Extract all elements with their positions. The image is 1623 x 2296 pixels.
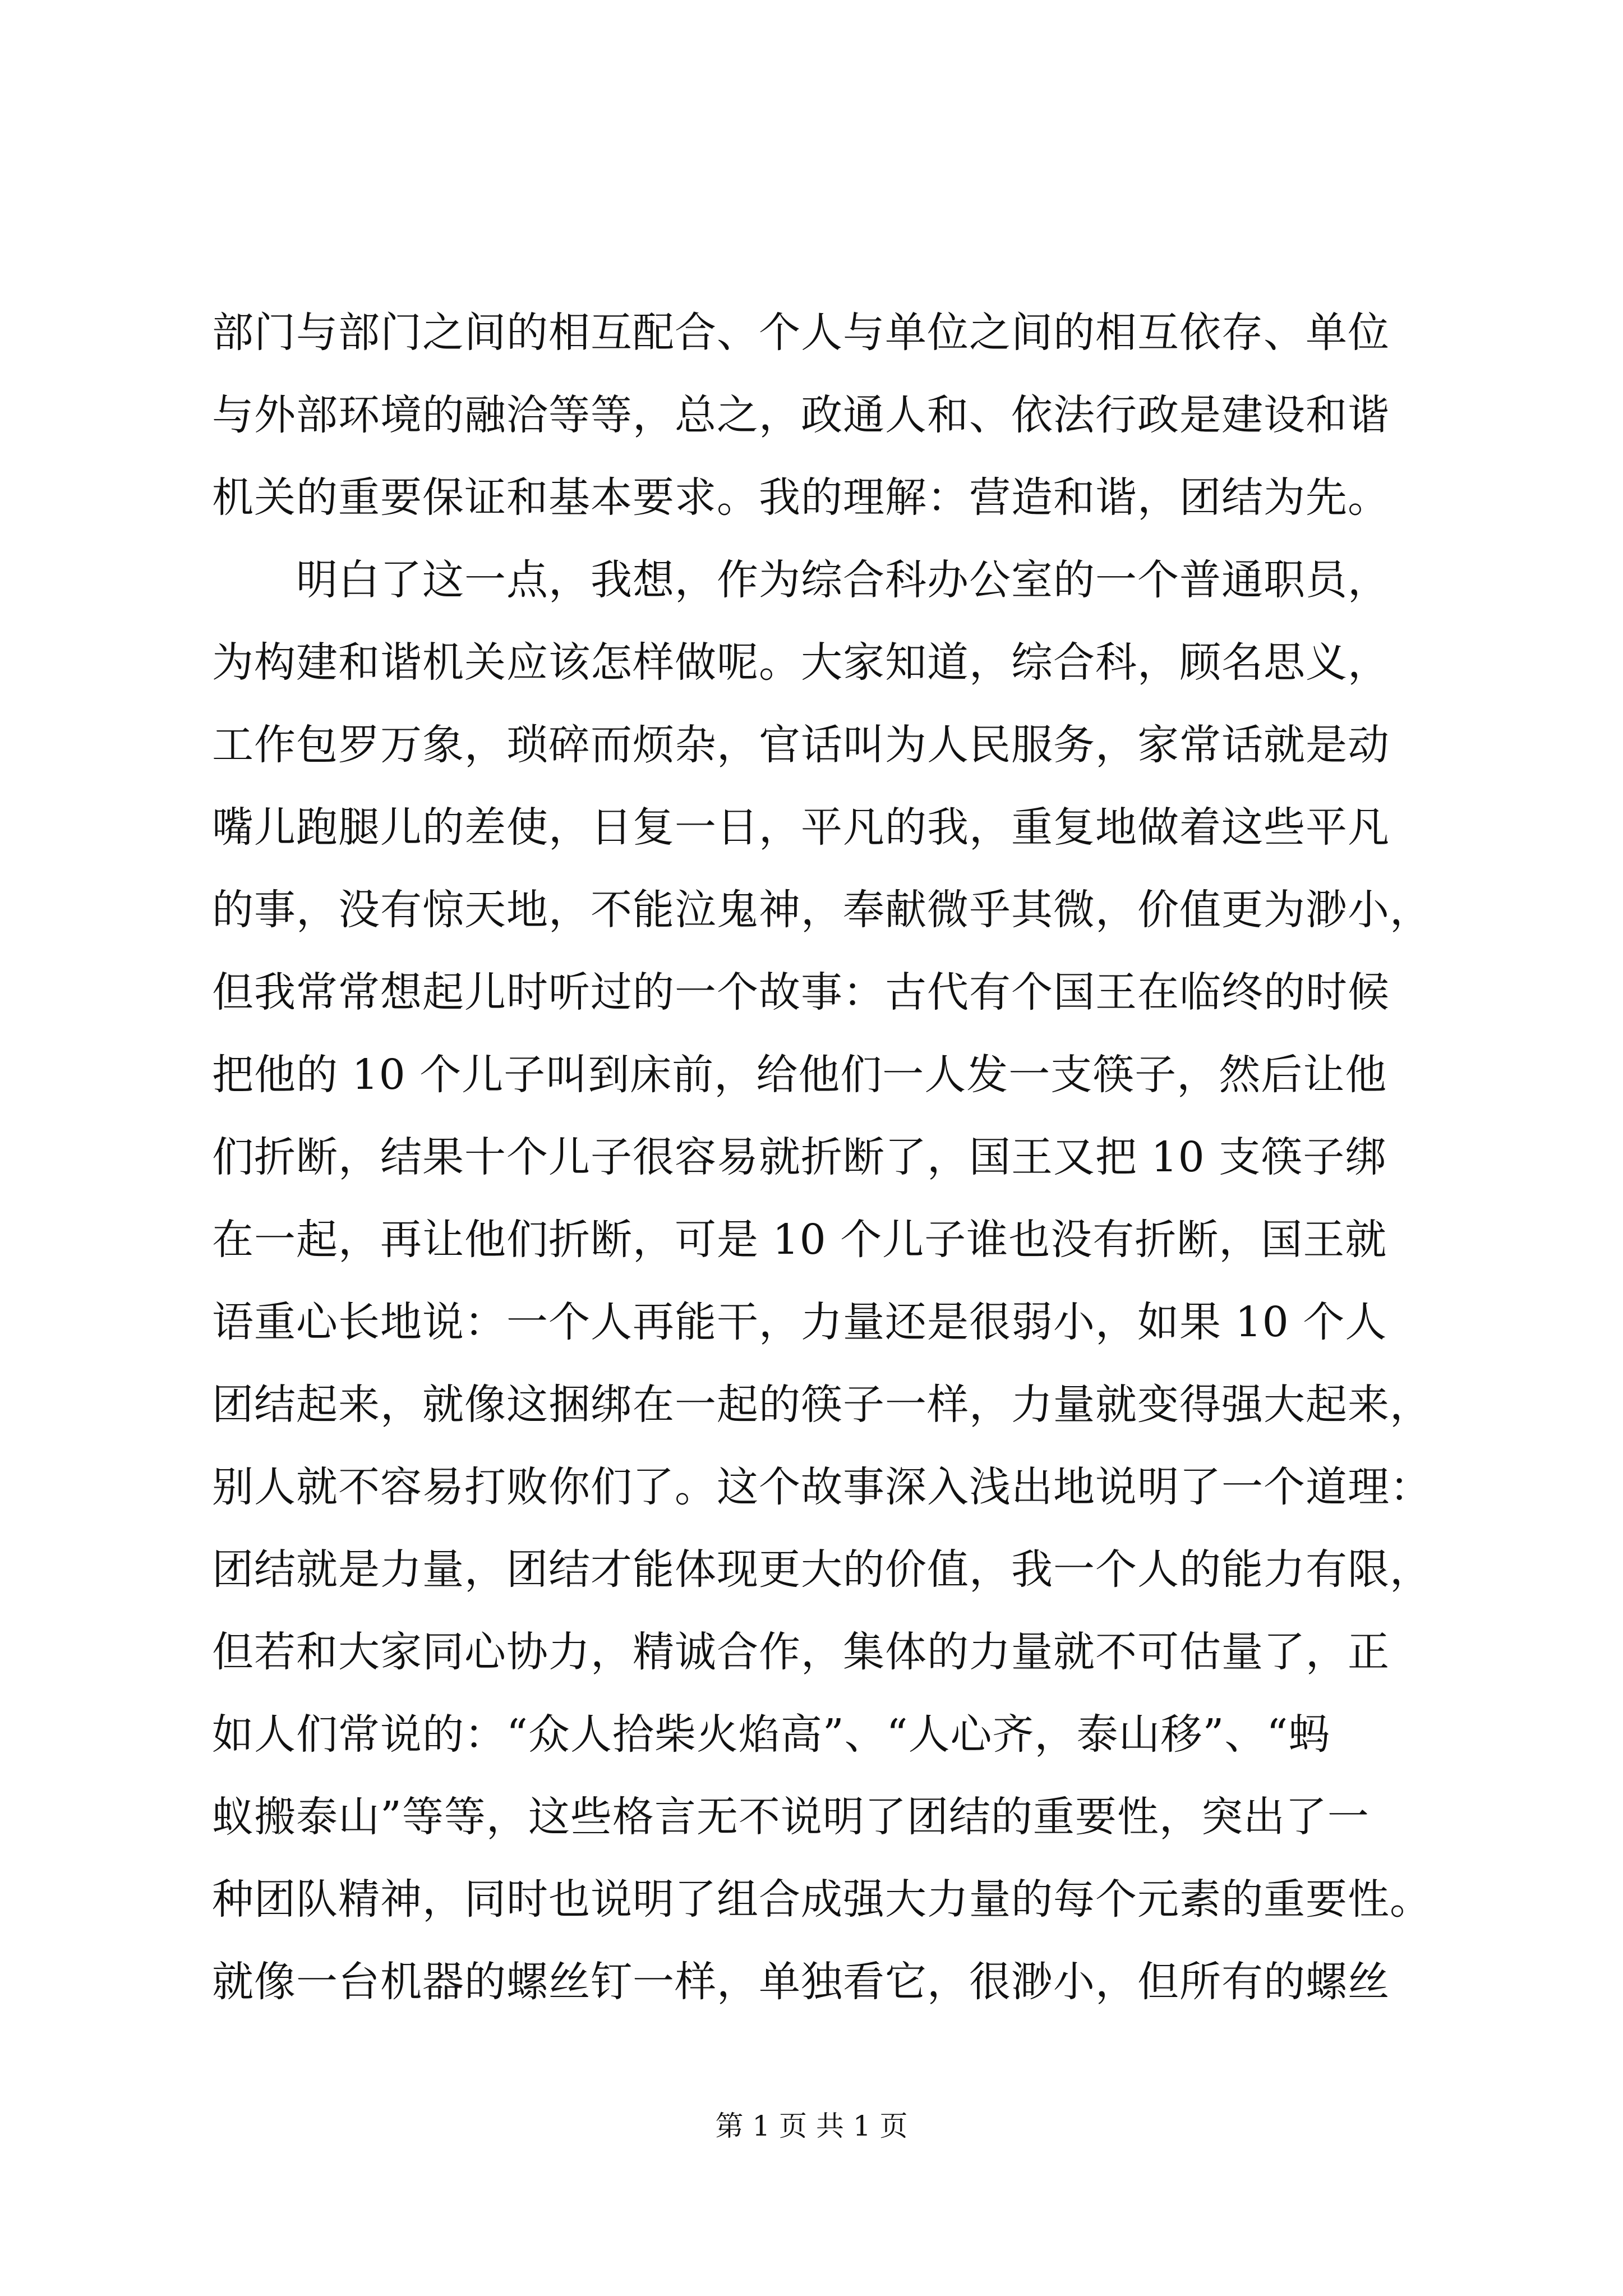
text-line: 部门与部门之间的相互配合、个人与单位之间的相互依存、单位: [212, 309, 1390, 357]
text-line: 种团队精神，同时也说明了组合成强大力量的每个元素的重要性。: [212, 1875, 1432, 1924]
text-line: 的事，没有惊天地，不能泣鬼神，奉献微乎其微，价值更为渺小，: [212, 886, 1432, 934]
text-line: 把他的 10 个儿子叫到床前，给他们一人发一支筷子，然后让他: [212, 1051, 1387, 1099]
paragraph-start-line: 明白了这一点，我想，作为综合科办公室的一个普通职员，: [296, 556, 1390, 604]
text-line: 蚁搬泰山”等等，这些格言无不说明了团结的重要性，突出了一: [212, 1793, 1370, 1841]
text-line: 团结起来，就像这捆绑在一起的筷子一样，力量就变得强大起来，: [212, 1381, 1432, 1429]
text-line: 嘴儿跑腿儿的差使，日复一日，平凡的我，重复地做着这些平凡: [212, 803, 1390, 852]
text-line: 与外部环境的融洽等等，总之，政通人和、依法行政是建设和谐: [212, 391, 1390, 439]
text-line: 但若和大家同心协力，精诚合作，集体的力量就不可估量了，正: [212, 1628, 1390, 1676]
text-line: 如人们常说的：“众人拾柴火焰高”、“人心齐，泰山移”、“蚂: [212, 1710, 1331, 1759]
page-number-label: 第 1 页 共 1 页: [715, 2110, 908, 2142]
text-line: 团结就是力量，团结才能体现更大的价值，我一个人的能力有限，: [212, 1545, 1432, 1594]
text-line: 但我常常想起儿时听过的一个故事：古代有个国王在临终的时候: [212, 968, 1390, 1016]
text-line: 就像一台机器的螺丝钉一样，单独看它，很渺小，但所有的螺丝: [212, 1958, 1390, 2006]
text-line: 工作包罗万象，琐碎而烦杂，官话叫为人民服务，家常话就是动: [212, 721, 1390, 769]
text-line: 语重心长地说：一个人再能干，力量还是很弱小，如果 10 个人: [212, 1298, 1387, 1346]
body-text: [212, 292, 1432, 2023]
text-line: 在一起，再让他们折断，可是 10 个儿子谁也没有折断，国王就: [212, 1216, 1387, 1264]
page-footer: [0, 2109, 1623, 2143]
text-line: 为构建和谐机关应该怎样做呢。大家知道，综合科，顾名思义，: [212, 638, 1390, 687]
text-line: 们折断，结果十个儿子很容易就折断了，国王又把 10 支筷子绑: [212, 1133, 1387, 1181]
text-line: 别人就不容易打败你们了。这个故事深入浅出地说明了一个道理：: [212, 1463, 1432, 1511]
text-line: 机关的重要保证和基本要求。我的理解：营造和谐，团结为先。: [212, 473, 1390, 522]
